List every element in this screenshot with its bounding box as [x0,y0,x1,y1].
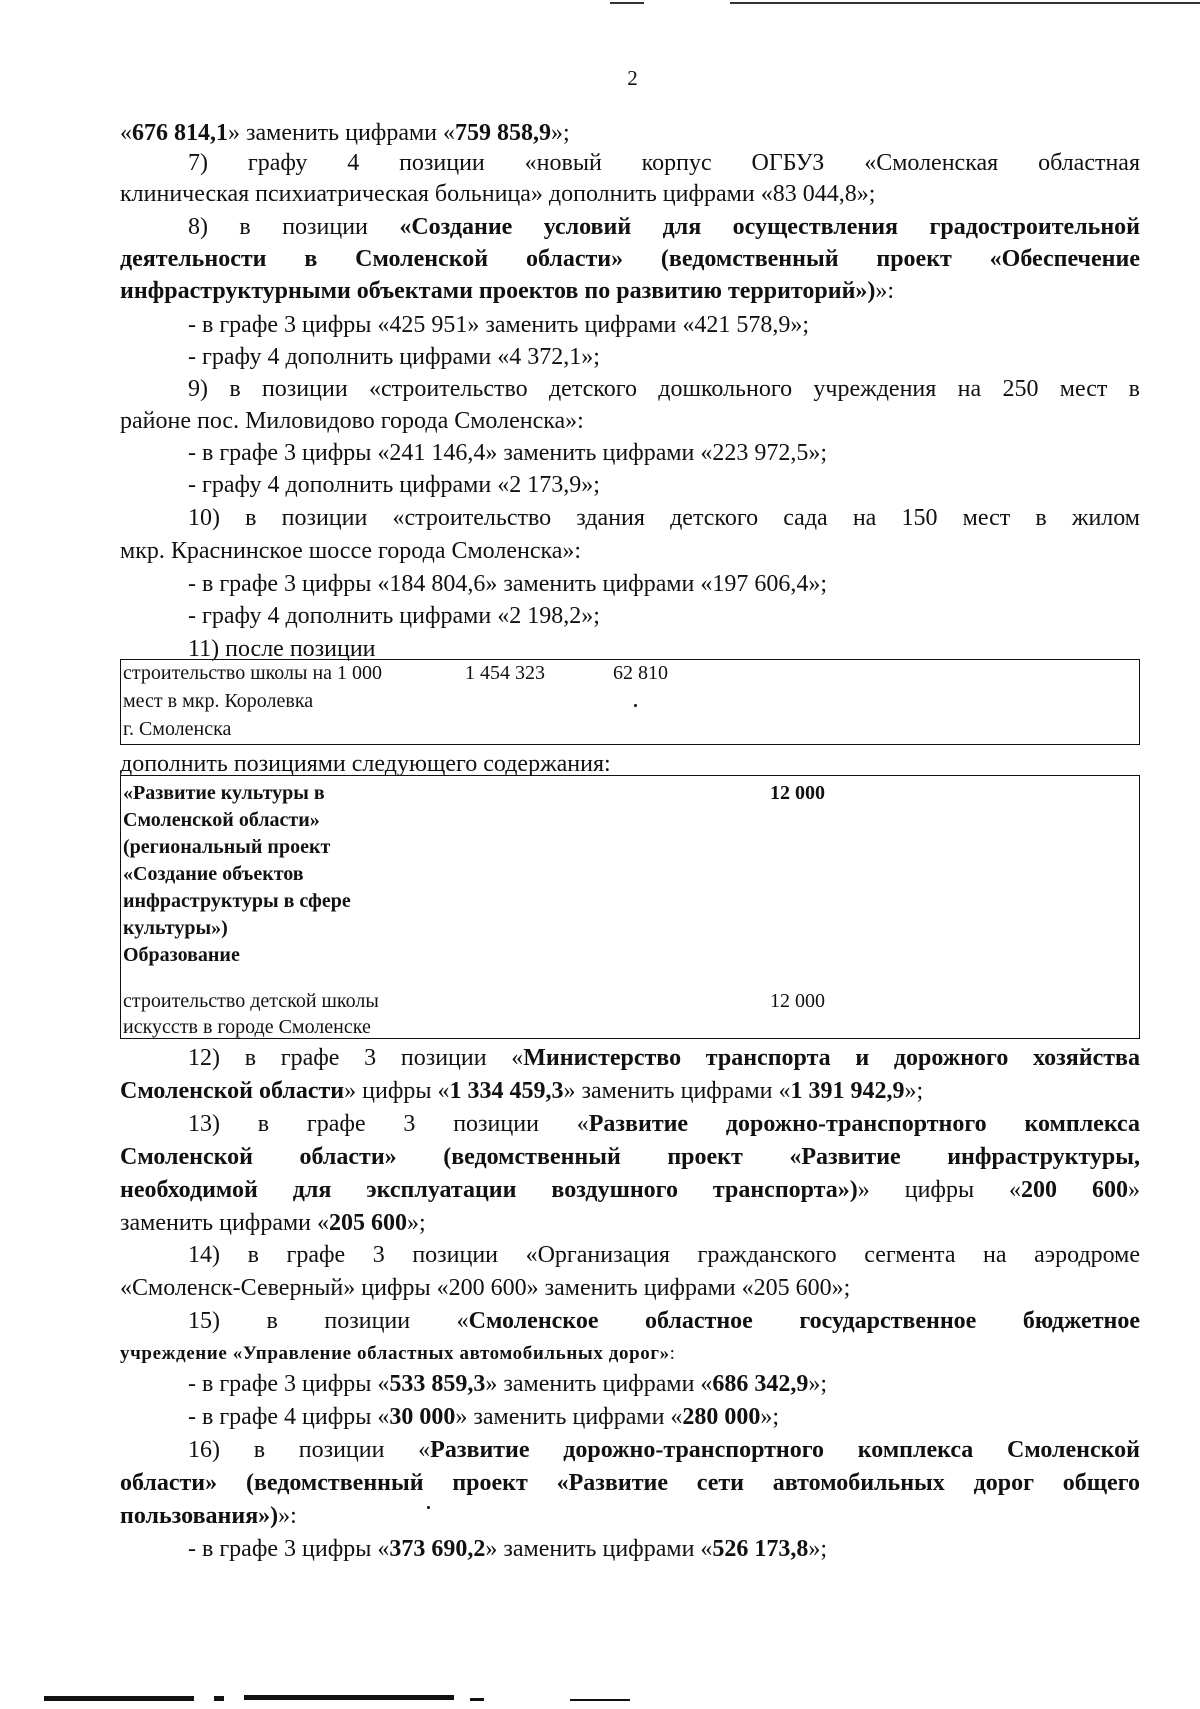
item-10-sub-2: - графу 4 дополнить цифрами «2 198,2»; [188,603,600,629]
table2-item-1: строительство детской школы [123,990,379,1012]
item-9-line-1: 9) в позиции «строительство детского дошкольного учреждения на 250 мест в [188,376,1140,402]
item-13-line-1: 13) в графе 3 позиции «Развитие дорожно-транспортного комплекса [188,1111,1140,1137]
item-13-line-2: Смоленской области» (ведомственный проект «Развитие инфраструктуры, [120,1144,1140,1170]
item-14-line-2: «Смоленск-Северный» цифры «200 600» заменить цифрами «205 600»; [120,1275,851,1301]
item-9-sub-1: - в графе 3 цифры «241 146,4» заменить цифрами «223 972,5»; [188,440,828,466]
item-15-line-2: учреждение «Управление областных автомобильных дорог»: [120,1343,676,1364]
table2-group-1: «Развитие культуры в [123,782,325,804]
new-positions-table [120,775,1140,1039]
page-number: 2 [627,66,638,90]
table1-col3-value: 62 810 [613,662,668,684]
table1-name-1: строительство школы на 1 000 [123,662,383,684]
item-16-sub-1: - в графе 3 цифры «373 690,2» заменить цифрами «526 173,8»; [188,1536,828,1562]
item-14-line-1: 14) в графе 3 позиции «Организация гражданского сегмента на аэродроме [188,1242,1140,1268]
table2-group-4: «Создание объектов [123,863,304,885]
append-intro-line: дополнить позициями следующего содержания: [120,751,611,777]
item-12-line-1: 12) в графе 3 позиции «Министерство транспорта и дорожного хозяйства [188,1045,1140,1071]
item-7-line-2: клиническая психиатрическая больница» дополнить цифрами «83 044,8»; [120,181,876,207]
item-12-line-2: Смоленской области» цифры «1 334 459,3» заменить цифрами «1 391 942,9»; [120,1078,924,1104]
item-9-sub-2: - графу 4 дополнить цифрами «2 173,9»; [188,472,600,498]
item-15-line-1: 15) в позиции «Смоленское областное государственное бюджетное [188,1308,1140,1334]
item-8-line-1: 8) в позиции «Создание условий для осуществления градостроительной [188,214,1141,240]
table1-name-2: мест в мкр. Королевка [123,690,314,712]
scan-edge-top [0,0,1200,8]
item-11-line: 11) после позиции [188,636,376,662]
item-16-line-1: 16) в позиции «Развитие дорожно-транспортного комплекса Смоленской [188,1437,1140,1463]
scan-dot [634,704,637,707]
item-10-line-2: мкр. Краснинское шоссе города Смоленска»: [120,538,582,564]
existing-position-table [120,659,1140,745]
item-16-line-3: пользования»)»: [120,1503,297,1529]
table2-group-value: 12 000 [770,782,825,804]
item-15-sub-1: - в графе 3 цифры «533 859,3» заменить цифрами «686 342,9»; [188,1371,828,1397]
table1-name-3: г. Смоленска [123,718,232,740]
item-8-sub-1: - в графе 3 цифры «425 951» заменить цифрами «421 578,9»; [188,312,810,338]
table2-group-2: Смоленской области» [123,809,320,831]
item-8-line-2: деятельности в Смоленской области» (ведомственный проект «Обеспечение [120,246,1140,272]
item-9-line-2: районе пос. Миловидово города Смоленска»: [120,408,584,434]
item-13-line-4: заменить цифрами «205 600»; [120,1210,426,1236]
table2-group-6: культуры») [123,917,228,939]
table2-group-5: инфраструктуры в сфере [123,890,351,912]
table2-item-2: искусств в городе Смоленске [123,1016,371,1038]
text-line: «676 814,1» заменить цифрами «759 858,9»; [120,120,570,146]
table2-group-3: (региональный проект [123,836,331,858]
item-15-sub-2: - в графе 4 цифры «30 000» заменить цифрами «280 000»; [188,1404,780,1430]
item-8-sub-2: - графу 4 дополнить цифрами «4 372,1»; [188,344,600,370]
scan-dot [427,1506,430,1509]
item-7-line-1: 7) графу 4 позиции «новый корпус ОГБУЗ «Смоленская областная [188,150,1140,176]
table1-col2-value: 1 454 323 [465,662,545,684]
table2-group-7: Образование [123,944,240,966]
item-13-line-3: необходимой для эксплуатации воздушного транспорта»)» цифры «200 600» [120,1177,1141,1203]
table2-item-value: 12 000 [770,990,825,1012]
item-16-line-2: области» (ведомственный проект «Развитие сети автомобильных дорог общего [120,1470,1140,1496]
scan-edge-bottom [0,1692,1200,1704]
item-10-sub-1: - в графе 3 цифры «184 804,6» заменить цифрами «197 606,4»; [188,571,828,597]
item-8-line-3: инфраструктурными объектами проектов по развитию территорий»)»: [120,278,895,304]
item-10-line-1: 10) в позиции «строительство здания детского сада на 150 мест в жилом [188,505,1140,531]
